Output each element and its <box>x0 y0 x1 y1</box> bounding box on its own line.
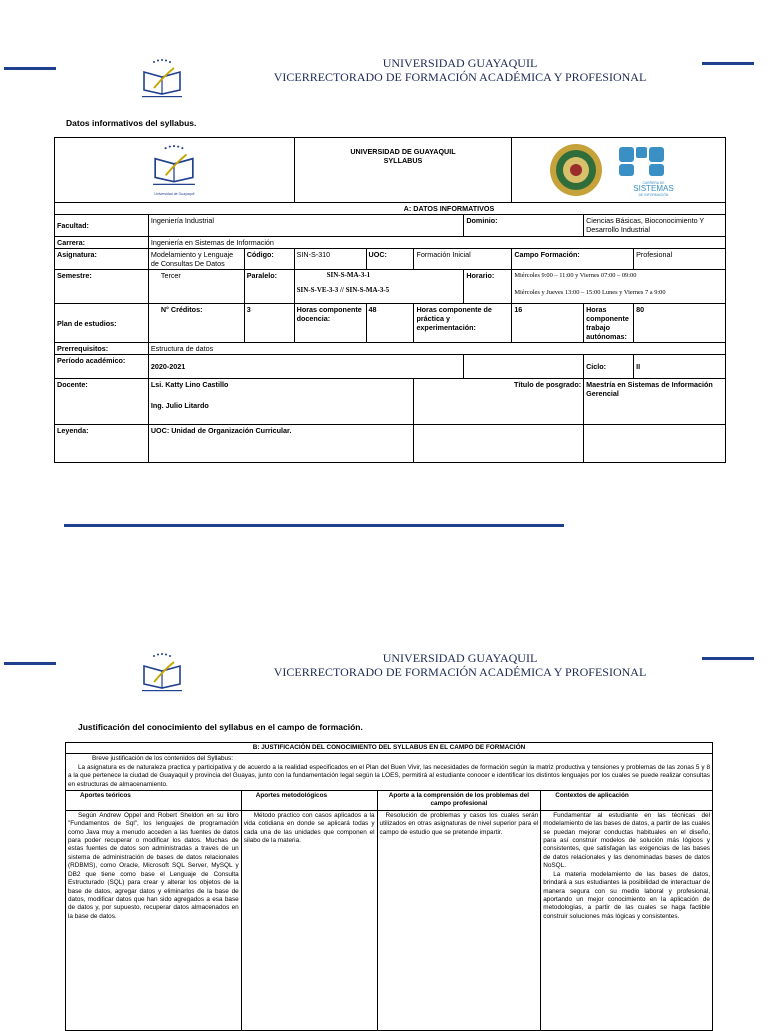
docente-value-2: Ing. Julio Litardo <box>150 401 209 410</box>
empty-cell <box>464 355 584 379</box>
section-title-datos: Datos informativos del syllabus. <box>66 118 197 128</box>
horario-value <box>512 270 726 304</box>
horas-autonomas-label: Horas componente trabajo autónomas: <box>584 304 634 343</box>
leyenda-label: Leyenda: <box>55 425 149 463</box>
horas-autonomas-value: 80 <box>634 304 726 343</box>
facultad-label: Facultad: <box>55 215 149 237</box>
dominio-value: Ciencias Básicas, Bioconocimiento Y Desarrollo Industrial <box>584 215 726 237</box>
dominio-label: Dominio: <box>464 215 584 237</box>
sistemas-logo-text <box>627 181 681 197</box>
leyenda-value: UOC: Unidad de Organización Curricular. <box>148 425 414 463</box>
carrera-value: Ingeniería en Sistemas de Información <box>148 237 725 249</box>
header-bar-left-2 <box>4 662 56 665</box>
titulo-posgrado-value: Maestría en Sistemas de Información Gerencial <box>584 379 726 425</box>
prerrequisitos-value: Estructura de datos <box>148 343 725 355</box>
syllabus-title-line2: SYLLABUS <box>383 156 423 165</box>
justificacion-table <box>65 742 713 1031</box>
prerrequisitos-label: Prerrequisitos: <box>55 343 149 355</box>
aporte-comprension-header: Aporte a la comprensión de los problemas del campo profesional <box>377 791 541 811</box>
asignatura-label: Asignatura: <box>55 249 149 270</box>
section-b-header: B: JUSTIFICACIÓN DEL CONOCIMIENTO DEL SYLLABUS EN EL CAMPO DE FORMACIÓN <box>66 743 713 754</box>
syllabus-title-line1: UNIVERSIDAD DE GUAYAQUIL <box>350 147 456 156</box>
syllabus-title-cell <box>294 138 512 203</box>
breve-justificacion-title: Breve justificación de los contenidos del Syllabus: <box>92 755 234 763</box>
facultad-value: Ingeniería Industrial <box>148 215 463 237</box>
paralelo-value-1: SIN-S-MA-3-1 <box>326 271 371 279</box>
carrera-label: Carrera: <box>55 237 149 249</box>
horario-value-2: Miércoles y Jueves 13:00 – 15:00 Lunes y Viernes 7 a 9:00 <box>514 289 666 296</box>
creditos-label: N° Créditos: <box>148 304 244 343</box>
sistemas-line-2: SISTEMAS <box>633 183 674 193</box>
page1-footer-bar <box>64 524 564 527</box>
horas-docencia-label: Horas componente docencia: <box>294 304 366 343</box>
contextos-aplicacion-cell <box>541 810 713 1030</box>
uoc-label: UOC: <box>366 249 414 270</box>
aportes-teoricos-header: Aportes teóricos <box>66 791 242 811</box>
docente-value <box>148 379 414 425</box>
seals-cell <box>512 138 726 203</box>
titulo-posgrado-label: Título de posgrado: <box>414 379 584 425</box>
faculty-seal-icon <box>542 142 610 198</box>
campo-formacion-value: Profesional <box>634 249 726 270</box>
docente-value-1: Lsi. Katty Lino Castillo <box>150 380 229 389</box>
logo-caption: Universidad de Guayaquil <box>154 192 195 196</box>
syllabus-logo-cell <box>55 138 295 203</box>
university-name: UNIVERSIDAD GUAYAQUIL <box>382 56 538 70</box>
docente-label: Docente: <box>55 379 149 425</box>
leyenda-empty-2 <box>584 425 726 463</box>
university-logo-icon <box>134 652 190 696</box>
university-logo-icon <box>134 58 190 102</box>
university-name-2: UNIVERSIDAD GUAYAQUIL <box>382 651 538 665</box>
vicerrectorado-name-2: VICERRECTORADO DE FORMACIÓN ACADÉMICA Y PROFESIONAL <box>273 665 647 679</box>
header-bar-right <box>702 62 754 65</box>
paralelo-label: Paralelo: <box>244 270 294 304</box>
campo-formacion-label: Campo Formación: <box>512 249 634 270</box>
section-a-header: A: DATOS INFORMATIVOS <box>55 203 726 215</box>
semestre-label: Semestre: <box>55 270 149 304</box>
paralelo-value <box>294 270 464 304</box>
aportes-metodologicos-text: Método practico con casos aplicados a la vida cotidiana en donde se aplicará todas y cada una de las unidades que componen el silabo de la materia. <box>241 810 377 1030</box>
contextos-aplicacion-text-2: La materia modelamiento de las bases de datos, brindará a sus estudiantes la posibilidad de interactuar de manera segura con su medio laboral y profesional, aportando un mejor conocimiento en la aplicación de metodologías, a partir de las cuales se haga factible construir soluciones más lógicas y consistentes. <box>543 870 710 920</box>
aporte-comprension-text: Resolución de problemas y casos los cuales serán utilizados en otras asignaturas de nivel superior para el campo de estudio que se pretende impartir. <box>377 810 541 1030</box>
university-logo-icon <box>143 144 205 190</box>
uoc-value: Formación Inicial <box>414 249 512 270</box>
horas-practica-value: 16 <box>512 304 584 343</box>
plan-estudios-label: Plan de estudios: <box>55 304 149 343</box>
sistemas-line-1: CARRERA DE <box>642 180 665 185</box>
periodo-value: 2020-2021 <box>148 355 463 379</box>
breve-justificacion-text: La asignatura es de naturaleza practica y participativa y de acuerdo a la realidad especificados en el Plan del Buen Vivir, las necesidades de formación según la matriz productiva y tensiones y problemas de las zonas 5 y 8 a la que pertenece la ciudad de Guayaquil y provincia del Guayas, junto con la fundamentación legal según la LOES, permitirá al estudiante conocer e identificar los distintos lenguajes por los cuales se puede realizar consultas en estructuras de almacenamiento. <box>68 763 710 788</box>
aportes-metodologicos-header: Aportes metodológicos <box>241 791 377 811</box>
aportes-teoricos-text: Según Andrew Oppel and Robert Sheldon en su libro "Fundamentos de Sql", los lenguajes de programación como Java muy a menudo acceden a las fuentes de datos para poder recuperar o modificar los datos. Muchas de estas fuentes de datos son administradas a traves de un sistema de administración de bases de datos relacionales (RDBMS), como Oracle, Microsoft SQL Server, MySQL y DB2 que tiene como base el Lenguaje de Consulta Estructurado (SQL) para crear y alterar los objetos de la base de datos, agregar datos y eliminarlos de la base de datos, modificar datos que han sido agregados a esa base de datos y, por supuesto, recuperar datos almacenados en la base de datos. <box>66 810 242 1030</box>
paralelo-value-2: SIN-S-VE-3-3 // SIN-S-MA-3-5 <box>296 286 390 294</box>
breve-justificacion-cell <box>66 754 713 791</box>
contextos-aplicacion-text-1: Fundamentar al estudiante en las técnicas del modelamiento de las bases de datos, a partir de las cuales se puedan mejorar conductas habituales en el diseño, para así construir modelos de solución más lógicos y consistentes, que satisfagan las exigencias de las bases de datos relacionales y las denominadas bases de datos NoSQL. <box>543 811 710 870</box>
ciclo-value: II <box>634 355 726 379</box>
creditos-value: 3 <box>244 304 294 343</box>
ciclo-label: Ciclo: <box>584 355 634 379</box>
header-bar-right-2 <box>702 657 754 660</box>
asignatura-value: Modelamiento y Lenguaje de Consultas De Datos <box>148 249 244 270</box>
horas-practica-label: Horas componente de práctica y experimentación: <box>414 304 512 343</box>
sistemas-line-3: DE INFORMACIÓN <box>638 192 669 197</box>
codigo-value: SIN-S-310 <box>294 249 366 270</box>
section-title-justificacion: Justificación del conocimiento del syllabus en el campo de formación. <box>78 722 363 732</box>
horas-docencia-value: 48 <box>366 304 414 343</box>
contextos-aplicacion-header: Contextos de aplicación <box>541 791 713 811</box>
horario-label: Horario: <box>464 270 512 304</box>
semestre-value: Tercer <box>148 270 244 304</box>
leyenda-empty-1 <box>414 425 584 463</box>
horario-value-1: Miércoles 9:00 – 11:00 y Viernes 07:00 – 09:00 <box>514 272 637 279</box>
header-bar-left <box>4 67 56 70</box>
vicerrectorado-name: VICERRECTORADO DE FORMACIÓN ACADÉMICA Y PROFESIONAL <box>273 70 647 84</box>
periodo-label: Período académico: <box>55 355 149 379</box>
datos-informativos-table <box>54 137 726 463</box>
codigo-label: Código: <box>244 249 294 270</box>
